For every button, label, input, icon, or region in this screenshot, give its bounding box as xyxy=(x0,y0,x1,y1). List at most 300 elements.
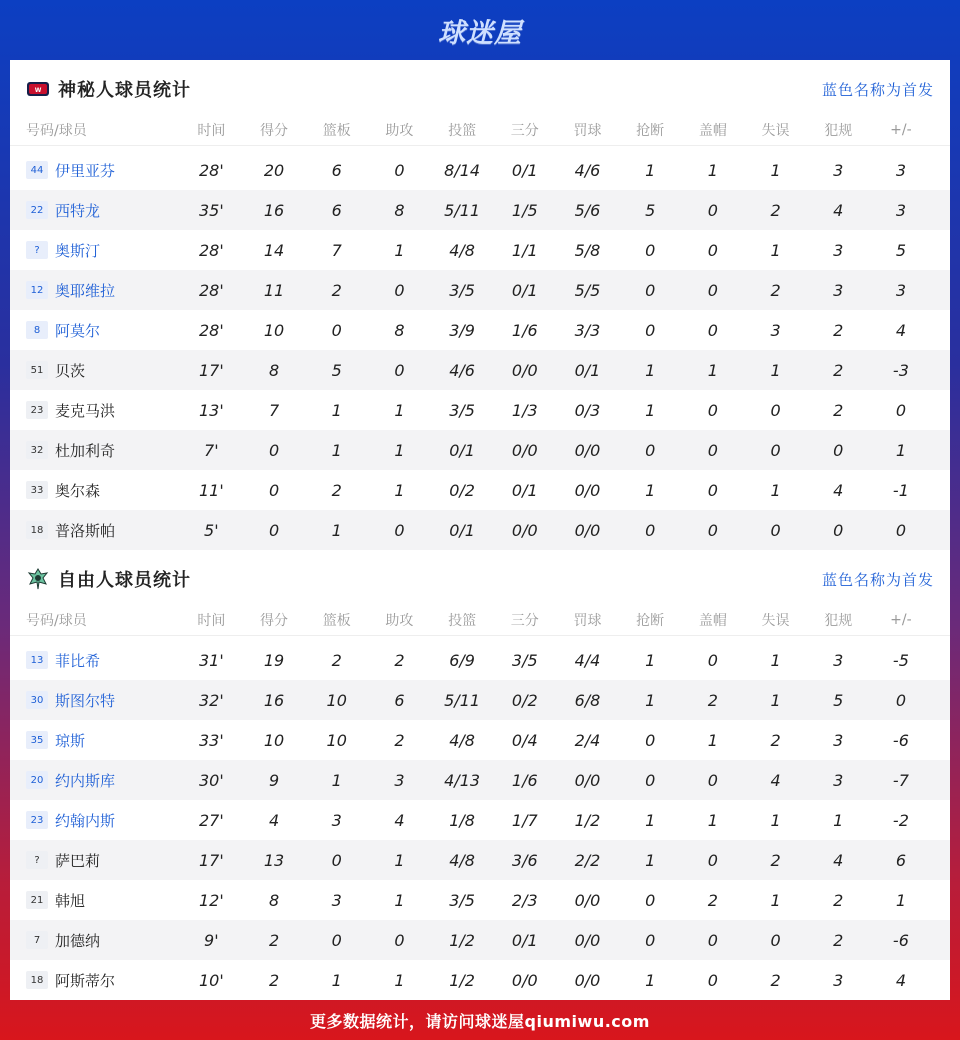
stat-cell: 6/9 xyxy=(449,650,475,670)
table-row[interactable] xyxy=(10,760,950,800)
stat-cell: 1 xyxy=(331,770,342,790)
stat-cell: 31' xyxy=(198,650,224,670)
stat-cell: 30' xyxy=(198,770,224,790)
stat-cell: 0 xyxy=(268,480,280,500)
stat-cell: 0 xyxy=(707,970,718,990)
stat-cell: 2 xyxy=(833,930,844,950)
stat-cell: 1 xyxy=(770,890,781,910)
mystics-logo-icon xyxy=(26,77,50,101)
stat-cell: 0/4 xyxy=(511,730,538,750)
table-row[interactable] xyxy=(10,430,950,470)
stat-cell: 0 xyxy=(645,440,656,460)
stat-cell: 3/3 xyxy=(574,320,601,340)
stat-cell: -5 xyxy=(892,650,909,670)
column-header[interactable]: 抢断 xyxy=(636,612,665,629)
stat-cell: 3 xyxy=(833,770,844,790)
stat-cell: 0 xyxy=(645,890,656,910)
team-header-1 xyxy=(10,550,950,608)
box-score-panel xyxy=(10,60,950,1000)
stat-cell: 0 xyxy=(833,440,844,460)
column-header[interactable]: 时间 xyxy=(197,612,226,629)
column-header[interactable]: 得分 xyxy=(260,122,289,139)
player-cell xyxy=(10,520,180,541)
player-cell xyxy=(10,930,180,951)
stat-cell: 14 xyxy=(263,240,285,260)
stat-cell: 0/0 xyxy=(574,890,601,910)
stat-cell: 0 xyxy=(770,520,781,540)
column-header[interactable]: 盖帽 xyxy=(698,122,727,139)
stat-cell: 4/6 xyxy=(449,360,475,380)
stat-cell: 1 xyxy=(331,520,342,540)
jersey-number: 12 xyxy=(26,281,48,299)
jersey-number: 44 xyxy=(26,161,48,179)
stat-cell: 4/8 xyxy=(449,240,475,260)
stat-cell: 6 xyxy=(895,850,906,870)
stat-cell: 1 xyxy=(645,160,656,180)
stat-cell: 5/5 xyxy=(574,280,601,300)
stat-cell: 1 xyxy=(331,400,342,420)
player-name[interactable]: 西特龙 xyxy=(55,201,101,220)
stat-cell: 1/2 xyxy=(449,930,475,950)
stat-cell: 5 xyxy=(645,200,656,220)
stat-cell: 8 xyxy=(268,890,280,910)
stat-cell: 0 xyxy=(394,930,405,950)
jersey-number: 23 xyxy=(26,401,48,419)
jersey-number: ? xyxy=(26,241,48,259)
stat-cell: 0 xyxy=(268,520,280,540)
column-header[interactable]: +/- xyxy=(890,611,912,628)
table-row[interactable] xyxy=(10,640,950,680)
stat-cell: 1 xyxy=(645,850,656,870)
column-header[interactable]: 篮板 xyxy=(322,122,351,139)
stat-cell: 0 xyxy=(707,200,718,220)
stat-cell: 8 xyxy=(268,360,280,380)
player-name[interactable]: 麦克马洪 xyxy=(55,401,116,420)
starter-legend: 蓝色名称为首发 xyxy=(821,570,934,589)
jersey-number: 7 xyxy=(26,931,48,949)
stat-cell: 3/5 xyxy=(511,650,538,670)
table-header xyxy=(10,114,950,146)
jersey-number: 18 xyxy=(26,521,48,539)
stat-cell: 0/0 xyxy=(511,440,538,460)
stat-cell: 2 xyxy=(833,400,844,420)
jersey-number: 30 xyxy=(26,691,48,709)
player-cell xyxy=(10,970,180,991)
stat-cell: 1/7 xyxy=(511,810,538,830)
stat-cell: 3 xyxy=(895,160,906,180)
stat-cell: 1 xyxy=(895,890,906,910)
stat-cell: 11' xyxy=(198,480,224,500)
stat-cell: 4 xyxy=(833,200,844,220)
table-row[interactable] xyxy=(10,510,950,550)
stat-cell: 0/0 xyxy=(511,360,538,380)
stat-cell: 10 xyxy=(263,320,285,340)
column-header[interactable]: 抢断 xyxy=(636,122,665,139)
player-cell xyxy=(10,280,180,301)
stat-cell: 1/6 xyxy=(511,770,538,790)
table-row[interactable] xyxy=(10,190,950,230)
stat-cell: 2 xyxy=(268,930,280,950)
stat-cell: -2 xyxy=(892,810,909,830)
player-cell xyxy=(10,890,180,911)
stat-cell: 1 xyxy=(394,480,405,500)
stat-cell: 28' xyxy=(198,240,224,260)
stat-cell: 3 xyxy=(895,280,906,300)
player-cell xyxy=(10,480,180,501)
column-header[interactable]: 号码/球员 xyxy=(26,612,87,629)
stat-cell: 13 xyxy=(263,850,285,870)
column-header[interactable]: 失误 xyxy=(761,612,790,629)
stat-cell: 0/0 xyxy=(574,440,601,460)
stat-cell: 5' xyxy=(204,520,219,540)
player-name[interactable]: 萨巴莉 xyxy=(55,851,101,870)
player-cell xyxy=(10,810,180,831)
stat-cell: 4 xyxy=(895,970,906,990)
stat-cell: 0 xyxy=(770,930,781,950)
stat-cell: 19 xyxy=(263,650,285,670)
stat-cell: 3 xyxy=(833,160,844,180)
stat-cell: 3 xyxy=(833,650,844,670)
player-cell xyxy=(10,360,180,381)
table-row[interactable] xyxy=(10,840,950,880)
stat-cell: 0 xyxy=(707,650,718,670)
svg-text:W: W xyxy=(34,87,42,94)
stat-cell: 0/0 xyxy=(511,520,538,540)
stat-cell: 6 xyxy=(394,690,405,710)
stat-cell: 1 xyxy=(707,360,718,380)
stat-cell: 3 xyxy=(833,970,844,990)
stat-cell: 0 xyxy=(645,730,656,750)
table-row[interactable] xyxy=(10,390,950,430)
column-header[interactable]: 投篮 xyxy=(448,612,477,629)
stat-cell: 1 xyxy=(394,240,405,260)
stat-cell: 9 xyxy=(268,770,280,790)
stat-cell: 2 xyxy=(833,320,844,340)
stat-cell: 2/3 xyxy=(511,890,538,910)
stat-cell: 0/3 xyxy=(574,400,601,420)
player-name[interactable]: 琼斯 xyxy=(55,731,86,750)
player-cell xyxy=(10,730,180,751)
stat-cell: 1/5 xyxy=(511,200,538,220)
stat-cell: 8/14 xyxy=(444,160,481,180)
stat-cell: 1/1 xyxy=(511,240,538,260)
stat-cell: 0/1 xyxy=(511,480,538,500)
stat-cell: 0 xyxy=(707,320,718,340)
column-header[interactable]: 助攻 xyxy=(385,122,414,139)
stat-cell: 2 xyxy=(394,730,405,750)
stat-cell: 10' xyxy=(198,970,224,990)
stat-cell: 16 xyxy=(263,690,285,710)
stat-cell: 3/9 xyxy=(449,320,475,340)
stat-cell: 2 xyxy=(770,200,781,220)
stat-cell: 28' xyxy=(198,320,224,340)
stat-cell: 0/1 xyxy=(449,440,475,460)
stat-cell: 11 xyxy=(263,280,285,300)
column-header[interactable]: 投篮 xyxy=(448,122,477,139)
column-header[interactable]: 盖帽 xyxy=(698,612,727,629)
stat-cell: 0/0 xyxy=(574,770,601,790)
stat-cell: 2 xyxy=(770,970,781,990)
stat-cell: 1 xyxy=(770,810,781,830)
stat-cell: 0/2 xyxy=(511,690,538,710)
table-row[interactable] xyxy=(10,310,950,350)
stat-cell: 4/8 xyxy=(449,730,475,750)
stat-cell: 7' xyxy=(204,440,219,460)
stat-cell: -7 xyxy=(892,770,909,790)
column-header[interactable]: 罚球 xyxy=(573,612,602,629)
stat-cell: 0/0 xyxy=(574,930,601,950)
player-name[interactable]: 伊里亚芬 xyxy=(55,161,116,180)
stat-cell: 17' xyxy=(198,360,224,380)
stat-cell: 3 xyxy=(331,810,342,830)
stat-cell: 1 xyxy=(394,400,405,420)
stat-cell: 1 xyxy=(770,480,781,500)
stat-cell: -6 xyxy=(892,730,909,750)
player-cell xyxy=(10,850,180,871)
stat-cell: 4 xyxy=(833,480,844,500)
jersey-number: 8 xyxy=(26,321,48,339)
stat-cell: 4/8 xyxy=(449,850,475,870)
stat-cell: 1 xyxy=(833,810,844,830)
starter-legend: 蓝色名称为首发 xyxy=(821,80,934,99)
stat-cell: 0 xyxy=(707,240,718,260)
stat-cell: 0 xyxy=(394,520,405,540)
stat-cell: 0 xyxy=(645,320,656,340)
stat-cell: 27' xyxy=(198,810,224,830)
stat-cell: 3/5 xyxy=(449,400,475,420)
stat-cell: 1 xyxy=(770,690,781,710)
stat-cell: 0 xyxy=(645,520,656,540)
player-cell xyxy=(10,770,180,791)
jersey-number: 32 xyxy=(26,441,48,459)
stat-cell: 1 xyxy=(645,650,656,670)
stat-cell: 4 xyxy=(770,770,781,790)
player-name[interactable]: 阿斯蒂尔 xyxy=(55,971,116,990)
stat-cell: 5/6 xyxy=(574,200,601,220)
stat-cell: 7 xyxy=(331,240,342,260)
player-cell xyxy=(10,650,180,671)
stat-cell: 4 xyxy=(268,810,280,830)
player-name[interactable]: 奥耶维拉 xyxy=(55,281,116,300)
stat-cell: 9' xyxy=(204,930,219,950)
table-row[interactable] xyxy=(10,960,950,1000)
stat-cell: 2 xyxy=(394,650,405,670)
stat-cell: 8 xyxy=(394,320,405,340)
stat-cell: 2 xyxy=(268,970,280,990)
table-row[interactable] xyxy=(10,720,950,760)
stat-cell: 0 xyxy=(394,160,405,180)
liberty-logo-icon xyxy=(26,567,50,591)
player-name[interactable]: 约内斯库 xyxy=(55,771,116,790)
site-brand xyxy=(0,0,960,60)
stat-cell: 0 xyxy=(707,480,718,500)
player-cell xyxy=(10,160,180,181)
column-header[interactable]: 篮板 xyxy=(322,612,351,629)
player-cell xyxy=(10,320,180,341)
stat-cell: 6/8 xyxy=(574,690,601,710)
stat-cell: 2 xyxy=(833,890,844,910)
stat-cell: 0/1 xyxy=(511,160,538,180)
player-name[interactable]: 贝茨 xyxy=(55,361,86,380)
stat-cell: 1 xyxy=(645,970,656,990)
column-header[interactable]: 号码/球员 xyxy=(26,122,87,139)
player-name[interactable]: 菲比希 xyxy=(55,651,101,670)
stat-cell: 0 xyxy=(268,440,280,460)
jersey-number: 33 xyxy=(26,481,48,499)
stat-cell: 1 xyxy=(394,850,405,870)
stat-cell: 0 xyxy=(707,520,718,540)
stat-cell: 6 xyxy=(331,200,342,220)
jersey-number: 13 xyxy=(26,651,48,669)
table-row[interactable] xyxy=(10,270,950,310)
stat-cell: 10 xyxy=(263,730,285,750)
stat-cell: 2 xyxy=(707,690,718,710)
player-name[interactable]: 斯图尔特 xyxy=(55,691,116,710)
table-header xyxy=(10,604,950,636)
stat-cell: 1 xyxy=(770,160,781,180)
stat-cell: 0/2 xyxy=(449,480,475,500)
stat-cell: 5/8 xyxy=(574,240,601,260)
stat-cell: 1/8 xyxy=(449,810,475,830)
column-header[interactable]: 助攻 xyxy=(385,612,414,629)
table-row[interactable] xyxy=(10,150,950,190)
footer-banner[interactable] xyxy=(0,1000,960,1040)
stat-cell: 0/1 xyxy=(449,520,475,540)
stat-cell: -3 xyxy=(892,360,909,380)
stat-cell: 0 xyxy=(895,520,906,540)
column-header[interactable]: 三分 xyxy=(510,612,539,629)
stat-cell: 1 xyxy=(645,810,656,830)
stat-cell: 0 xyxy=(707,280,718,300)
stat-cell: 3 xyxy=(833,730,844,750)
stat-cell: 0 xyxy=(707,770,718,790)
stat-cell: 5 xyxy=(895,240,906,260)
column-header[interactable]: 犯规 xyxy=(824,122,853,139)
stat-cell: 1 xyxy=(645,360,656,380)
player-cell xyxy=(10,240,180,261)
player-cell xyxy=(10,440,180,461)
stat-cell: 0 xyxy=(707,440,718,460)
table-row[interactable] xyxy=(10,680,950,720)
stat-cell: 0 xyxy=(707,850,718,870)
stat-cell: 0 xyxy=(895,400,906,420)
stat-cell: 0/1 xyxy=(511,280,538,300)
stat-cell: 2 xyxy=(833,360,844,380)
stat-cell: 35' xyxy=(198,200,224,220)
stat-cell: 4/4 xyxy=(574,650,601,670)
stat-cell: 0 xyxy=(645,280,656,300)
stat-cell: 6 xyxy=(331,160,342,180)
stat-cell: 2 xyxy=(770,730,781,750)
player-name[interactable]: 奥尔森 xyxy=(55,481,101,500)
stat-cell: 2 xyxy=(331,280,342,300)
table-row[interactable] xyxy=(10,230,950,270)
table-row[interactable] xyxy=(10,920,950,960)
column-header[interactable]: 犯规 xyxy=(824,612,853,629)
stat-cell: 1 xyxy=(394,890,405,910)
stat-cell: 0 xyxy=(770,400,781,420)
jersey-number: 21 xyxy=(26,891,48,909)
player-cell xyxy=(10,690,180,711)
player-cell xyxy=(10,400,180,421)
column-header[interactable]: 得分 xyxy=(260,612,289,629)
column-header[interactable]: 失误 xyxy=(761,122,790,139)
table-row[interactable] xyxy=(10,350,950,390)
stat-cell: 1 xyxy=(770,360,781,380)
jersey-number: 18 xyxy=(26,971,48,989)
stat-cell: 7 xyxy=(268,400,280,420)
stat-cell: 4/6 xyxy=(574,160,601,180)
stat-cell: 0/1 xyxy=(511,930,538,950)
stat-cell: 28' xyxy=(198,280,224,300)
stat-cell: 0 xyxy=(707,930,718,950)
column-header[interactable]: 罚球 xyxy=(573,122,602,139)
stat-cell: 1 xyxy=(770,240,781,260)
stat-cell: 0/0 xyxy=(511,970,538,990)
column-header[interactable]: 时间 xyxy=(197,122,226,139)
stat-cell: 1/6 xyxy=(511,320,538,340)
stat-cell: 1 xyxy=(707,810,718,830)
stat-cell: 0 xyxy=(394,360,405,380)
jersey-number: 35 xyxy=(26,731,48,749)
stat-cell: 0 xyxy=(895,690,906,710)
stat-cell: 3 xyxy=(331,890,342,910)
stat-cell: 0 xyxy=(707,400,718,420)
stat-cell: 3/6 xyxy=(511,850,538,870)
stat-cell: 0 xyxy=(645,930,656,950)
stat-cell: 1 xyxy=(895,440,906,460)
player-name[interactable]: 杜加利奇 xyxy=(55,441,116,460)
player-name[interactable]: 韩旭 xyxy=(55,891,86,910)
jersey-number: ? xyxy=(26,851,48,869)
player-name[interactable]: 阿莫尔 xyxy=(55,321,101,340)
stat-cell: 33' xyxy=(198,730,224,750)
player-name[interactable]: 普洛斯帕 xyxy=(55,521,116,540)
player-name[interactable]: 约翰内斯 xyxy=(55,811,116,830)
footer-text: 更多数据统计，请访问球迷屋qiumiwu.com xyxy=(310,1011,650,1031)
stat-cell: 12' xyxy=(198,890,224,910)
stat-cell: 1 xyxy=(331,970,342,990)
column-header[interactable]: 三分 xyxy=(510,122,539,139)
stat-cell: 3 xyxy=(895,200,906,220)
stat-cell: 1 xyxy=(645,690,656,710)
stat-cell: 10 xyxy=(326,690,347,710)
stat-cell: 0/1 xyxy=(574,360,601,380)
player-name[interactable]: 奥斯汀 xyxy=(55,241,101,260)
stat-cell: 3 xyxy=(833,240,844,260)
stat-cell: 0/0 xyxy=(574,970,601,990)
stat-cell: 1 xyxy=(645,400,656,420)
stat-cell: 4 xyxy=(394,810,405,830)
stat-cell: 32' xyxy=(198,690,224,710)
column-header[interactable]: +/- xyxy=(890,121,912,138)
team-title: 自由人球员统计 xyxy=(58,570,191,591)
table-row[interactable] xyxy=(10,880,950,920)
table-row[interactable] xyxy=(10,800,950,840)
stat-cell: 1 xyxy=(394,440,405,460)
stat-cell: 20 xyxy=(263,160,285,180)
stat-cell: 2 xyxy=(770,280,781,300)
stat-cell: 1/3 xyxy=(511,400,538,420)
stat-cell: 1/2 xyxy=(449,970,475,990)
stat-cell: -1 xyxy=(892,480,909,500)
stat-cell: 4 xyxy=(895,320,906,340)
player-name[interactable]: 加德纳 xyxy=(55,931,101,950)
stat-cell: 0/0 xyxy=(574,480,601,500)
stat-cell: 0/0 xyxy=(574,520,601,540)
table-row[interactable] xyxy=(10,470,950,510)
stat-cell: 16 xyxy=(263,200,285,220)
